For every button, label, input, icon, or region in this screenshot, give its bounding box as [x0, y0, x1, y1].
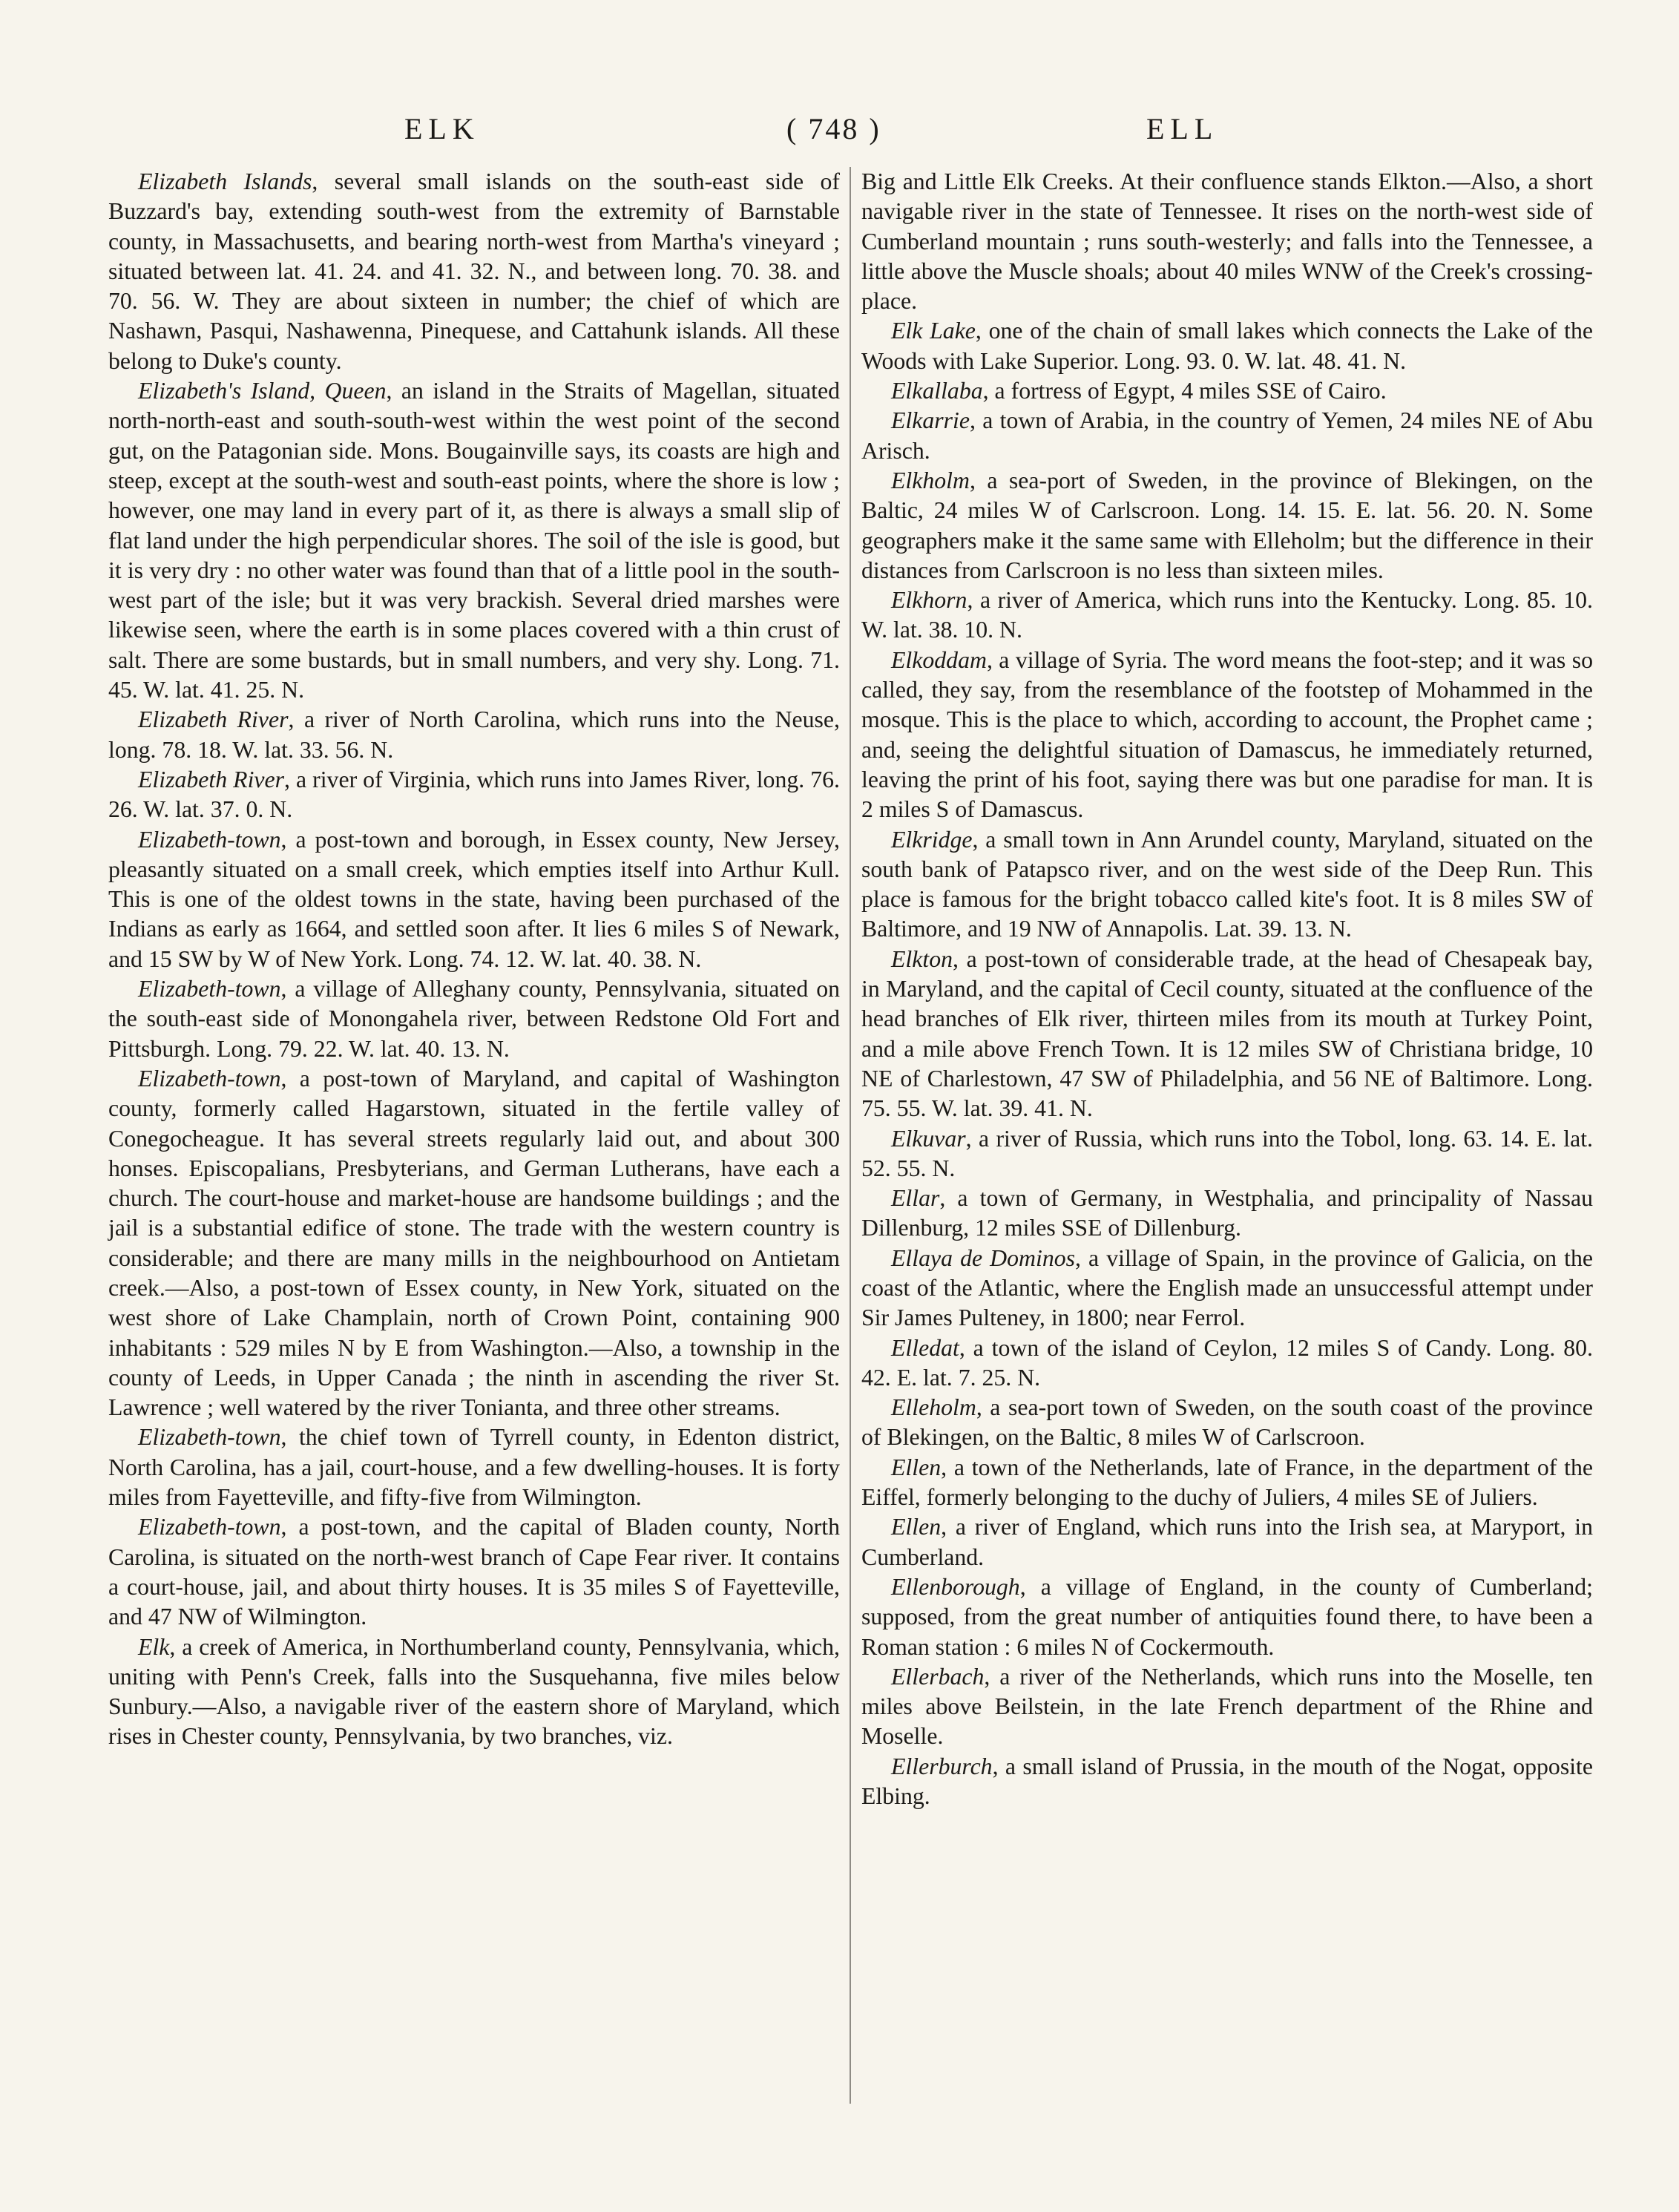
entry-text: , a post-town and borough, in Essex county, New Jersey, pleasantly situated on a small creek, which empties itself into Arthur Kull. This is one of the oldest towns in the state, having been purchased of the Indians as early as 1664, and settled soon after. It lies 6 miles S of Newark, and 15 SW by W of New York. Long. 74. 12. W. lat. 40. 38. N. — [108, 826, 840, 972]
entry-headword: Elizabeth River — [138, 706, 289, 733]
entry-text: , a village of Alleghany county, Pennsylvania, situated on the south-east side of Monongahela river, between Redstone Old Fort and Pittsburgh. Long. 79. 22. W. lat. 40. 13. N. — [108, 976, 840, 1062]
entry-text: , a river of the Netherlands, which runs into the Moselle, ten miles above Beilstein, in the late French department of the Rhine and Moselle. — [861, 1663, 1593, 1750]
entry-headword: Elkoddam — [891, 646, 987, 673]
entry-text: , a small island of Prussia, in the mouth of the Nogat, opposite Elbing. — [861, 1753, 1593, 1810]
entry-text: , a post-town, and the capital of Bladen county, North Carolina, is situated on the north-west branch of Cape Fear river. It contains a court-house, jail, and about thirty houses. It is 35 miles S of Fayetteville, and 47 NW of Wilmington. — [108, 1514, 840, 1630]
entry-text: , a sea-port town of Sweden, on the south coast of the province of Blekingen, on the Baltic, 8 miles W of Carlscroon. — [861, 1394, 1593, 1451]
entry-headword: Elkridge — [891, 826, 973, 853]
header-right-guide: ELL — [1146, 112, 1219, 145]
entry-headword: Ellerbach — [891, 1663, 985, 1690]
entry-headword: Elk Lake — [891, 318, 976, 344]
entry-headword: Elk — [138, 1633, 170, 1660]
entry-text: , an island in the Straits of Magellan, situated north-north-east and south-south-west within the west point of the second gut, on the Patagonian side. Mons. Bougainville says, its coasts are high and steep, except at the south-west and south-east points, where the shore is low ; however, one may land in every part of it, as there is always a small slip of flat land under the high perpendicular shores. The soil of the isle is good, but it is very dry : no other water was found than that of a little pool in the south-west part of the isle; but it was very brackish. Several dried marshes were likewise seen, where the earth is in some places covered with a thin crust of salt. There are some bustards, but in small numbers, and very shy. Long. 71. 45. W. lat. 41. 25. N. — [108, 378, 841, 703]
gazetteer-entry — [861, 1662, 1593, 1752]
gazetteer-entry — [108, 974, 840, 1064]
gazetteer-entry — [861, 316, 1593, 376]
entry-headword: Elizabeth-town — [138, 1424, 281, 1451]
gazetteer-entry — [861, 1333, 1593, 1394]
entry-text: , a small town in Ann Arundel county, Maryland, situated on the south bank of Patapsco river, and on the west side of the Deep Run. This place is famous for the bright tobacco called kite's foot. It is 8 miles SW of Baltimore, and 19 NW of Annapolis. Lat. 39. 13. N. — [861, 826, 1593, 942]
entry-headword: Elizabeth Islands — [138, 168, 312, 194]
page-number: ( 748 ) — [786, 112, 881, 145]
gazetteer-entry — [108, 765, 840, 825]
entry-text: , a village of Syria. The word means the foot-step; and it was so called, they say, from the resemblance of the footstep of Mohammed in the mosque. This is the place to which, according to account, the Prophet came ; and, seeing the delightful situation of Damascus, he immediately returned, leaving the print of his foot, saying there was but one paradise for man. It is 2 miles S of Damascus. — [861, 646, 1593, 823]
gazetteer-entry — [108, 1632, 840, 1752]
entry-text: , a town of the Netherlands, late of France, in the department of the Eiffel, formerly belonging to the duchy of Juliers, 4 miles SE of Juliers. — [861, 1454, 1593, 1511]
entry-headword: Elizabeth-town — [138, 1065, 281, 1092]
entry-headword: Elizabeth-town — [138, 1514, 281, 1540]
gazetteer-entry — [108, 376, 840, 705]
gazetteer-entry — [861, 646, 1593, 825]
entry-headword: Ellaya de Dominos — [891, 1244, 1075, 1271]
gazetteer-entry — [861, 1124, 1593, 1184]
entry-text: , a river of Russia, which runs into the Tobol, long. 63. 14. E. lat. 52. 55. N. — [861, 1125, 1593, 1181]
entry-text: , a town of the island of Ceylon, 12 miles S of Candy. Long. 80. 42. E. lat. 7. 25. N. — [861, 1334, 1593, 1391]
gazetteer-entry — [861, 1244, 1593, 1333]
entry-headword: Elizabeth River — [138, 766, 284, 792]
entry-text: , a sea-port of Sweden, in the province of Blekingen, on the Baltic, 24 miles W of Carlscroon. Long. 14. 15. E. lat. 56. 20. N. Some geographers make it the same same with Elleholm; but the difference in their distances from Carlscroon is no less than sixteen miles. — [861, 467, 1593, 583]
gazetteer-entry — [861, 825, 1593, 945]
gazetteer-entry — [861, 466, 1593, 585]
entry-headword: Elleholm — [891, 1394, 976, 1421]
gazetteer-entry — [861, 1512, 1593, 1572]
entry-headword: Elkton — [891, 945, 953, 972]
entry-headword: Elizabeth's Island, Queen — [138, 378, 387, 404]
entry-headword: Elledat — [891, 1334, 959, 1361]
left-column — [108, 167, 840, 1752]
header-left-guide: ELK — [404, 112, 480, 145]
gazetteer-entry — [108, 825, 840, 974]
entry-text: , one of the chain of small lakes which connects the Lake of the Woods with Lake Superior. Long. 93. 0. W. lat. 48. 41. N. — [861, 318, 1593, 374]
gazetteer-entry — [108, 705, 840, 765]
right-column — [861, 167, 1593, 1811]
entry-headword: Elkhorn — [891, 587, 967, 614]
entry-text: Big and Little Elk Creeks. At their confluence stands Elkton.—Also, a short navigable river in the state of Tennessee. It rises on the north-west side of Cumberland mountain ; runs south-westerly; and falls into the Tennessee, a little above the Muscle shoals; about 40 miles WNW of the Creek's crossing-place. — [861, 168, 1593, 315]
entry-headword: Elkarrie — [891, 407, 970, 434]
gazetteer-entry — [108, 1064, 840, 1423]
entry-headword: Elizabeth-town — [138, 826, 281, 853]
gazetteer-entry — [861, 1752, 1593, 1812]
gazetteer-entry — [108, 167, 840, 376]
entry-text: , a river of England, which runs into the Irish sea, at Maryport, in Cumberland. — [861, 1514, 1593, 1570]
gazetteer-entry — [108, 1512, 840, 1632]
entry-text: , a village of England, in the county of Cumberland; supposed, from the great number of antiquities found there, to have been a Roman station : 6 miles N of Cockermouth. — [861, 1573, 1593, 1660]
entry-headword: Ellar — [891, 1185, 940, 1212]
entry-text: , the chief town of Tyrrell county, in Edenton district, North Carolina, has a jail, court-house, and a few dwelling-houses. It is forty miles from Fayetteville, and fifty-five from Wilmington. — [108, 1424, 840, 1511]
entry-headword: Elizabeth-town — [138, 976, 281, 1002]
gazetteer-entry — [108, 1422, 840, 1512]
entry-text: , several small islands on the south-east side of Buzzard's bay, extending south-west from the extremity of Barnstable county, in Massachusetts, and bearing north-west from Martha's vineyard ; situated between lat. 41. 24. and 41. 32. N., and between long. 70. 38. and 70. 56. W. They are about sixteen in number; the chief of which are Nashawn, Pasqui, Nashawenna, Pinequese, and Cattahunk islands. All these belong to Duke's county. — [108, 168, 840, 374]
entry-text: , a town of Arabia, in the country of Yemen, 24 miles NE of Abu Arisch. — [861, 407, 1593, 464]
entry-text: , a town of Germany, in Westphalia, and principality of Nassau Dillenburg, 12 miles SSE of Dillenburg. — [861, 1185, 1593, 1241]
entry-text: , a river of North Carolina, which runs into the Neuse, long. 78. 18. W. lat. 33. 56. N. — [108, 706, 840, 763]
entry-headword: Elkallaba — [891, 378, 983, 404]
entry-headword: Ellen — [891, 1454, 942, 1480]
entry-text: , a river of Virginia, which runs into James River, long. 76. 26. W. lat. 37. 0. N. — [108, 766, 840, 823]
gazetteer-entry — [861, 1393, 1593, 1453]
running-header — [0, 104, 1679, 156]
gazetteer-entry — [861, 585, 1593, 646]
gazetteer-entry — [861, 167, 1593, 316]
gazetteer-entry — [861, 1184, 1593, 1244]
entry-headword: Elkholm — [891, 467, 970, 493]
entry-text: , a post-town of Maryland, and capital of Washington county, formerly called Hagarstown, situated in the fertile valley of Conegocheague. It has several streets regularly laid out, and about 300 honses. Episcopalians, Presbyterians, and German Lutherans, have each a church. The court-house and market-house are handsome buildings ; and the jail is a substantial edifice of stone. The trade with the western country is considerable; and there are many mills in the neighbourhood on Antietam creek.—Also, a post-town of Essex county, in New York, situated on the west shore of Lake Champlain, north of Crown Point, containing 900 inhabitants : 529 miles N by E from Washington.—Also, a township in the county of Leeds, in Upper Canada ; the ninth in ascending the river St. Lawrence ; well watered by the river Tonianta, and three other streams. — [108, 1065, 840, 1421]
column-divider — [850, 167, 851, 2104]
gazetteer-entry — [861, 406, 1593, 466]
entry-text: , a village of Spain, in the province of Galicia, on the coast of the Atlantic, where the English made an unsuccessful attempt under Sir James Pulteney, in 1800; near Ferrol. — [861, 1244, 1593, 1331]
entry-headword: Ellen — [891, 1514, 942, 1540]
entry-text: , a river of America, which runs into the Kentucky. Long. 85. 10. W. lat. 38. 10. N. — [861, 587, 1593, 643]
entry-headword: Elkuvar — [891, 1125, 966, 1152]
gazetteer-entry — [861, 1453, 1593, 1513]
entry-text: , a fortress of Egypt, 4 miles SSE of Cairo. — [982, 378, 1387, 404]
entry-headword: Ellenborough — [891, 1573, 1020, 1600]
entry-text: , a post-town of considerable trade, at the head of Chesapeak bay, in Maryland, and the capital of Cecil county, situated at the confluence of the head branches of Elk river, thirteen miles from its mouth at Turkey Point, and a mile above French Town. It is 12 miles SW of Christiana bridge, 10 NE of Charlestown, 47 SW of Philadelphia, and 56 NE of Baltimore. Long. 75. 55. W. lat. 39. 41. N. — [861, 945, 1593, 1122]
entry-headword: Ellerburch — [891, 1753, 993, 1779]
gazetteer-entry — [861, 945, 1593, 1124]
gazetteer-entry — [861, 1572, 1593, 1662]
entry-text: , a creek of America, in Northumberland county, Pennsylvania, which, uniting with Penn's Creek, falls into the Susquehanna, five miles below Sunbury.—Also, a navigable river of the eastern shore of Maryland, which rises in Chester county, Pennsylvania, by two branches, viz. — [108, 1633, 840, 1750]
gazetteer-entry — [861, 376, 1593, 406]
